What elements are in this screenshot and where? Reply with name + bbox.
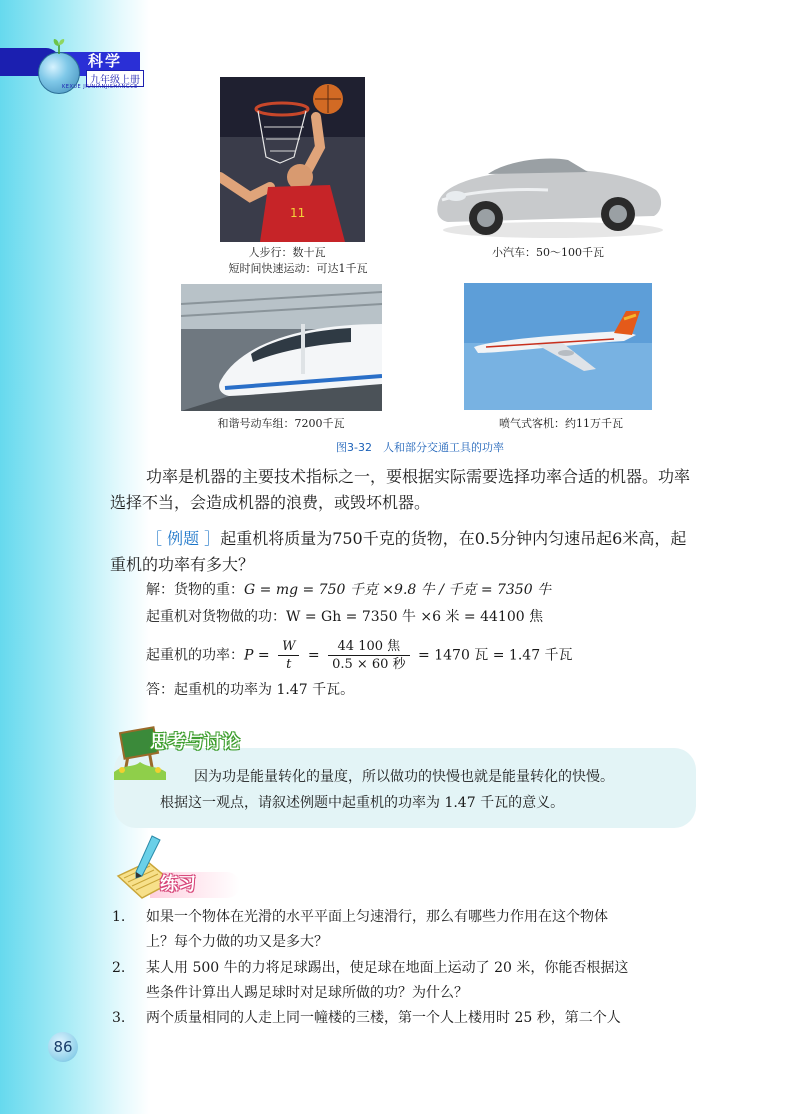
practice-title: 练习 bbox=[160, 874, 196, 895]
discussion-title: 思考与讨论 bbox=[150, 732, 240, 753]
book-title: 科学 bbox=[88, 52, 123, 70]
solution-line-3 bbox=[146, 638, 573, 673]
solution-answer: 答：起重机的功率为 1.47 千瓦。 bbox=[146, 682, 355, 698]
question-number: 1. bbox=[112, 909, 126, 925]
solution-line-2-formula: W = Gh = 7350 牛 ×6 米 = 44100 焦 bbox=[286, 609, 544, 625]
question-3 bbox=[112, 1006, 712, 1031]
fraction-denominator-value: 0.5 × 60 秒 bbox=[332, 657, 406, 672]
question-number: 2. bbox=[112, 960, 126, 976]
example-tag: ［ 例题 ］ bbox=[146, 529, 221, 548]
example-text: 起重机将质量为750千克的货物，在0.5分钟内匀速吊起6米高，起重机的功率有多大？ bbox=[110, 529, 687, 574]
caption-car: 小汽车：50～100千瓦 bbox=[492, 246, 604, 259]
equals-sign: = bbox=[307, 647, 320, 664]
sprout-icon bbox=[52, 38, 66, 54]
sports-car-photo bbox=[428, 142, 668, 242]
solution-line-2 bbox=[146, 607, 543, 627]
high-speed-train-photo bbox=[181, 284, 382, 411]
caption-walker-line1: 人步行：数十瓦 bbox=[248, 246, 326, 259]
solution-line-2-prefix: 起重机对货物做的功： bbox=[146, 609, 286, 625]
question-1 bbox=[112, 905, 712, 955]
question-text-line-1: 如果一个物体在光滑的水平平面上匀速滑行，那么有哪些力作用在这个物体 bbox=[146, 909, 608, 925]
paragraph-power-selection bbox=[110, 464, 700, 516]
caption-jet: 喷气式客机：约11万千瓦 bbox=[499, 417, 623, 430]
figure-title: 图3-32 人和部分交通工具的功率 bbox=[336, 441, 504, 454]
question-number: 3. bbox=[112, 1010, 126, 1026]
solution-line-1 bbox=[146, 580, 551, 600]
paragraph-text: 功率是机器的主要技术指标之一，要根据实际需要选择功率合适的机器。功率选择不当，会造成机器的浪费，或毁坏机器。 bbox=[110, 467, 691, 512]
power-result: = 1470 瓦 = 1.47 千瓦 bbox=[418, 647, 573, 664]
page-number: 86 bbox=[48, 1032, 78, 1062]
fraction-numerator-w: W bbox=[278, 638, 299, 656]
book-grade-pinyin: KEXUE JIUNIANJISHANGCE bbox=[62, 84, 138, 90]
question-text-line-1: 某人用 500 牛的力将足球踢出，使足球在地面上运动了 20 米，你能否根据这 bbox=[146, 960, 629, 976]
discussion-line-1: 因为功是能量转化的量度，所以做功的快慢也就是能量转化的快慢。 bbox=[194, 769, 614, 785]
fraction-numerator-value: 44 100 焦 bbox=[328, 638, 410, 656]
question-text-line-2: 些条件计算出人踢足球时对足球所做的功？为什么？ bbox=[146, 985, 468, 1001]
question-text-line-1: 两个质量相同的人走上同一幢楼的三楼，第一个人上楼用时 25 秒，第二个人 bbox=[146, 1010, 621, 1026]
power-symbol: P = bbox=[244, 647, 270, 664]
solution-line-1-formula: G = mg = 750 千克 ×9.8 牛 / 千克 = 7350 牛 bbox=[244, 582, 552, 598]
caption-walker-line2: 短时间快速运动：可达1千瓦 bbox=[228, 262, 368, 275]
solution-line-1-prefix: 解：货物的重： bbox=[146, 582, 244, 598]
fraction-w-over-t bbox=[278, 638, 299, 673]
fraction-denominator-t: t bbox=[286, 657, 292, 672]
svg-text:11: 11 bbox=[290, 206, 306, 220]
jet-airliner-photo bbox=[464, 283, 652, 410]
discussion-line-2: 根据这一观点，请叙述例题中起重机的功率为 1.47 千瓦的意义。 bbox=[160, 795, 565, 811]
caption-train: 和谐号动车组：7200千瓦 bbox=[217, 417, 345, 430]
book-grade: 九年级上册 bbox=[86, 70, 144, 87]
question-text-line-2: 上？每个力做的功又是多大？ bbox=[146, 934, 328, 950]
fraction-values bbox=[328, 638, 410, 673]
basketball-player-photo bbox=[220, 77, 365, 242]
solution-line-3-prefix: 起重机的功率： bbox=[146, 647, 244, 664]
example-problem bbox=[110, 526, 700, 578]
question-2 bbox=[112, 956, 712, 1006]
